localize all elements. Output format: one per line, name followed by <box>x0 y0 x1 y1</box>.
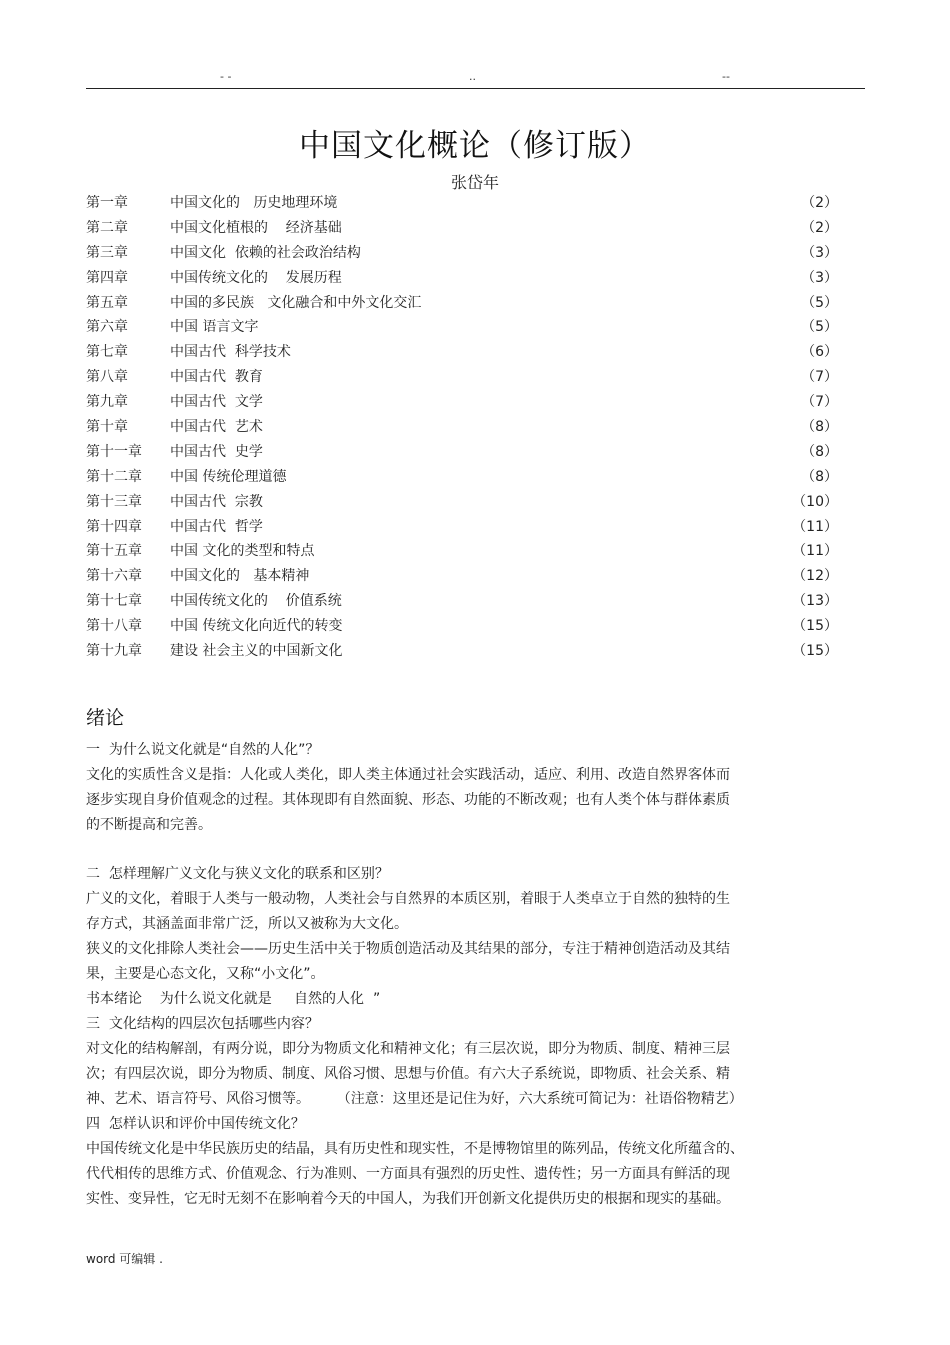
toc-chapter: 第十九章 <box>86 643 142 660</box>
toc-chapter: 第三章 <box>86 244 128 261</box>
toc-page: （8） <box>801 419 838 436</box>
toc-title: 中国古代 科学技术 <box>170 344 291 361</box>
paragraph-line: 书本绪论 为什么说文化就是 自然的人化 ” <box>86 991 381 1007</box>
paragraph-line: 存方式，其涵盖面非常广泛，所以又被称为大文化。 <box>86 916 408 932</box>
toc-page: （2） <box>801 219 838 236</box>
toc-chapter: 第八章 <box>86 369 128 386</box>
toc-page: （3） <box>801 244 838 261</box>
toc-title: 中国文化的 基本精神 <box>170 568 310 585</box>
toc-row[interactable] <box>86 315 846 340</box>
toc-title: 建设 社会主义的中国新文化 <box>170 643 343 660</box>
toc-page: （10） <box>792 493 838 510</box>
toc-row[interactable] <box>86 589 846 614</box>
toc-title: 中国古代 哲学 <box>170 518 263 535</box>
toc-chapter: 第十七章 <box>86 593 142 610</box>
toc-chapter: 第十五章 <box>86 543 142 560</box>
toc-row[interactable] <box>86 365 846 390</box>
paragraph-line: 对文化的结构解剖，有两分说，即分为物质文化和精神文化；有三层次说，即分为物质、制度、精神三层 <box>86 1041 730 1057</box>
toc-chapter: 第四章 <box>86 269 128 286</box>
toc-page: （15） <box>792 618 838 635</box>
toc-title: 中国传统文化的 价值系统 <box>170 593 342 610</box>
toc-row[interactable] <box>86 564 846 589</box>
paragraph-line: 果，主要是心态文化，又称“小文化”。 <box>86 966 325 982</box>
toc-title: 中国 传统伦理道德 <box>170 468 287 485</box>
paragraph-line: 神、艺术、语言符号、风俗习惯等。 （注意：这里还是记住为好，六大系统可简记为：社语俗物精艺） <box>86 1091 743 1107</box>
header-center: .. <box>469 70 476 83</box>
toc-page: （2） <box>801 195 838 211</box>
question-heading: 三 文化结构的四层次包括哪些内容？ <box>86 1016 319 1032</box>
toc-page: （11） <box>792 543 838 560</box>
question-heading: 一 为什么说文化就是“自然的人化”？ <box>86 742 320 758</box>
toc-page: （11） <box>792 518 838 535</box>
paragraph-line: 逐步实现自身价值观念的过程。其体现即有自然面貌、形态、功能的不断改观；也有人类个体与群体素质 <box>86 792 730 808</box>
toc-chapter: 第一章 <box>86 195 128 211</box>
document-author: 张岱年 <box>450 173 499 192</box>
header-right: -- <box>722 70 730 83</box>
toc-title: 中国 语言文字 <box>170 319 259 336</box>
toc-title: 中国古代 史学 <box>170 443 263 460</box>
toc-page: （3） <box>801 269 838 286</box>
toc-chapter: 第九章 <box>86 394 128 411</box>
toc-row[interactable] <box>86 440 846 465</box>
toc-row[interactable] <box>86 390 846 415</box>
document-title: 中国文化概论（修订版） <box>299 128 651 164</box>
toc-row[interactable] <box>86 490 846 515</box>
toc-title: 中国古代 艺术 <box>170 419 263 436</box>
toc-row[interactable] <box>86 191 846 216</box>
toc-title: 中国文化植根的 经济基础 <box>170 219 342 236</box>
toc-page: （7） <box>801 369 838 386</box>
toc-title: 中国古代 教育 <box>170 369 263 386</box>
toc-row[interactable] <box>86 515 846 540</box>
toc-chapter: 第十章 <box>86 419 128 436</box>
header-rule <box>86 88 865 89</box>
toc-title: 中国传统文化的 发展历程 <box>170 269 342 286</box>
paragraph-line: 中国传统文化是中华民族历史的结晶，具有历史性和现实性，不是博物馆里的陈列品，传统文化所蕴含的、 <box>86 1141 744 1157</box>
toc-chapter: 第十二章 <box>86 468 142 485</box>
toc-chapter: 第十三章 <box>86 493 142 510</box>
paragraph-line: 代代相传的思维方式、价值观念、行为准则、一方面具有强烈的历史性、遗传性；另一方面具有鲜活的现 <box>86 1166 730 1182</box>
paragraph-line: 次；有四层次说，即分为物质、制度、风俗习惯、思想与价值。有六大子系统说，即物质、社会关系、精 <box>86 1066 730 1082</box>
toc-page: （12） <box>792 568 838 585</box>
toc-row[interactable] <box>86 266 846 291</box>
toc-page: （5） <box>801 294 838 311</box>
toc-title: 中国的多民族 文化融合和中外文化交汇 <box>170 294 422 311</box>
toc-page: （13） <box>792 593 838 610</box>
section-heading: 绪论 <box>86 707 125 729</box>
toc-page: （7） <box>801 394 838 411</box>
page-footer: word 可编辑 . <box>86 1252 163 1266</box>
toc-row[interactable] <box>86 465 846 490</box>
toc-row[interactable] <box>86 614 846 639</box>
toc-page: （15） <box>792 643 838 660</box>
toc-title: 中国 传统文化向近代的转变 <box>170 618 343 635</box>
table-of-contents <box>86 191 846 664</box>
header-left: - - <box>220 70 232 83</box>
toc-chapter: 第十四章 <box>86 518 142 535</box>
toc-chapter: 第十六章 <box>86 568 142 585</box>
toc-chapter: 第七章 <box>86 344 128 361</box>
paragraph-line: 狭义的文化排除人类社会——历史生活中关于物质创造活动及其结果的部分，专注于精神创造活动及其结 <box>86 941 730 957</box>
toc-row[interactable] <box>86 639 846 664</box>
toc-row[interactable] <box>86 291 846 316</box>
blank-line <box>86 838 786 862</box>
question-heading: 四 怎样认识和评价中国传统文化？ <box>86 1116 305 1132</box>
toc-title: 中国 文化的类型和特点 <box>170 543 315 560</box>
toc-row[interactable] <box>86 216 846 241</box>
toc-chapter: 第二章 <box>86 219 128 236</box>
toc-chapter: 第五章 <box>86 294 128 311</box>
toc-page: （5） <box>801 319 838 336</box>
toc-row[interactable] <box>86 241 846 266</box>
toc-chapter: 第十一章 <box>86 443 142 460</box>
paragraph-line: 的不断提高和完善。 <box>86 817 212 833</box>
toc-page: （6） <box>801 344 838 361</box>
toc-row[interactable] <box>86 340 846 365</box>
toc-chapter: 第十八章 <box>86 618 142 635</box>
toc-chapter: 第六章 <box>86 319 128 336</box>
toc-page: （8） <box>801 443 838 460</box>
question-heading: 二 怎样理解广义文化与狭义文化的联系和区别？ <box>86 866 389 882</box>
toc-title: 中国古代 宗教 <box>170 493 263 510</box>
toc-row[interactable] <box>86 415 846 440</box>
paragraph-line: 实性、变异性，它无时无刻不在影响着今天的中国人，为我们开创新文化提供历史的根据和现实的基础。 <box>86 1191 730 1207</box>
toc-title: 中国文化 依赖的社会政治结构 <box>170 244 361 261</box>
toc-row[interactable] <box>86 539 846 564</box>
body-text <box>86 738 786 1212</box>
toc-page: （8） <box>801 468 838 485</box>
paragraph-line: 文化的实质性含义是指：人化或人类化，即人类主体通过社会实践活动，适应、利用、改造自然界客体而 <box>86 767 730 783</box>
paragraph-line: 广义的文化，着眼于人类与一般动物，人类社会与自然界的本质区别，着眼于人类卓立于自然的独特的生 <box>86 891 730 907</box>
toc-title: 中国文化的 历史地理环境 <box>170 195 338 211</box>
toc-title: 中国古代 文学 <box>170 394 263 411</box>
